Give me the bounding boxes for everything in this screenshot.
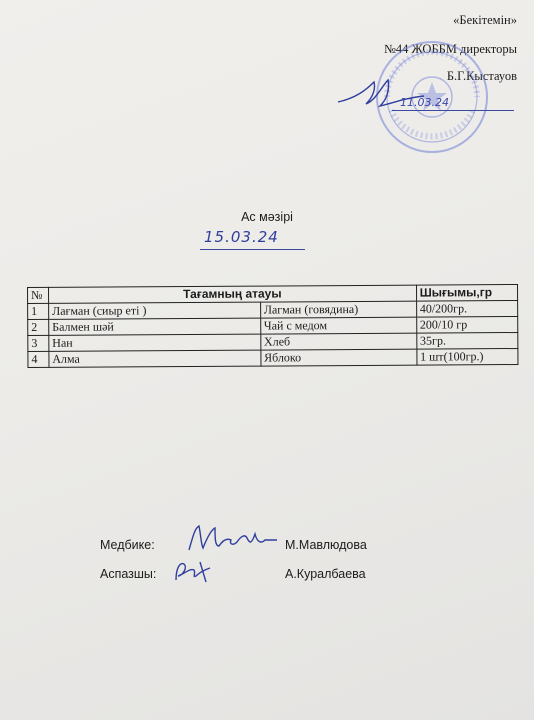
menu-date: 15.03.24	[204, 228, 279, 246]
row-dish-kz: Нан	[49, 334, 261, 351]
row-dish-kz: Алма	[49, 350, 261, 367]
row-no: 3	[28, 335, 49, 351]
row-no: 2	[28, 319, 49, 335]
nurse-signature-icon	[185, 522, 280, 554]
row-dish-kz: Лағман (сиыр еті )	[49, 302, 261, 319]
row-output: 200/10 гр	[416, 317, 517, 334]
approval-director-name: Б.Г.Кыстауов	[446, 69, 517, 83]
approval-school: №44 ЖОББМ директоры	[383, 42, 517, 56]
table-row	[28, 349, 518, 368]
menu-date-underline	[200, 249, 305, 250]
approval-date-line	[392, 110, 514, 111]
row-dish-ru: Чай с медом	[260, 317, 416, 334]
row-no: 1	[28, 303, 49, 319]
header-dish-name: Тағамның атауы	[48, 285, 416, 303]
row-dish-ru: Лагман (говядина)	[260, 301, 416, 318]
header-output: Шығымы,гр	[416, 285, 517, 302]
menu-title: Ас мәзірі	[241, 210, 293, 224]
row-output: 40/200гр.	[416, 301, 517, 318]
approval-title: «Бекітемін»	[453, 13, 517, 27]
header-no: №	[28, 287, 49, 303]
row-output: 1 шт(100гр.)	[417, 349, 518, 366]
row-output: 35гр.	[416, 333, 517, 350]
cook-label: Аспазшы:	[100, 567, 157, 581]
approval-date: 11.03.24	[400, 96, 449, 109]
row-dish-ru: Яблоко	[261, 349, 417, 366]
cook-name: А.Куралбаева	[285, 567, 366, 581]
row-no: 4	[28, 351, 49, 367]
nurse-label: Медбике:	[100, 538, 155, 552]
nurse-name: М.Мавлюдова	[285, 538, 367, 552]
cook-signature-icon	[170, 558, 215, 586]
menu-table	[27, 284, 518, 368]
row-dish-kz: Балмен шәй	[49, 318, 261, 335]
row-dish-ru: Хлеб	[260, 333, 416, 350]
